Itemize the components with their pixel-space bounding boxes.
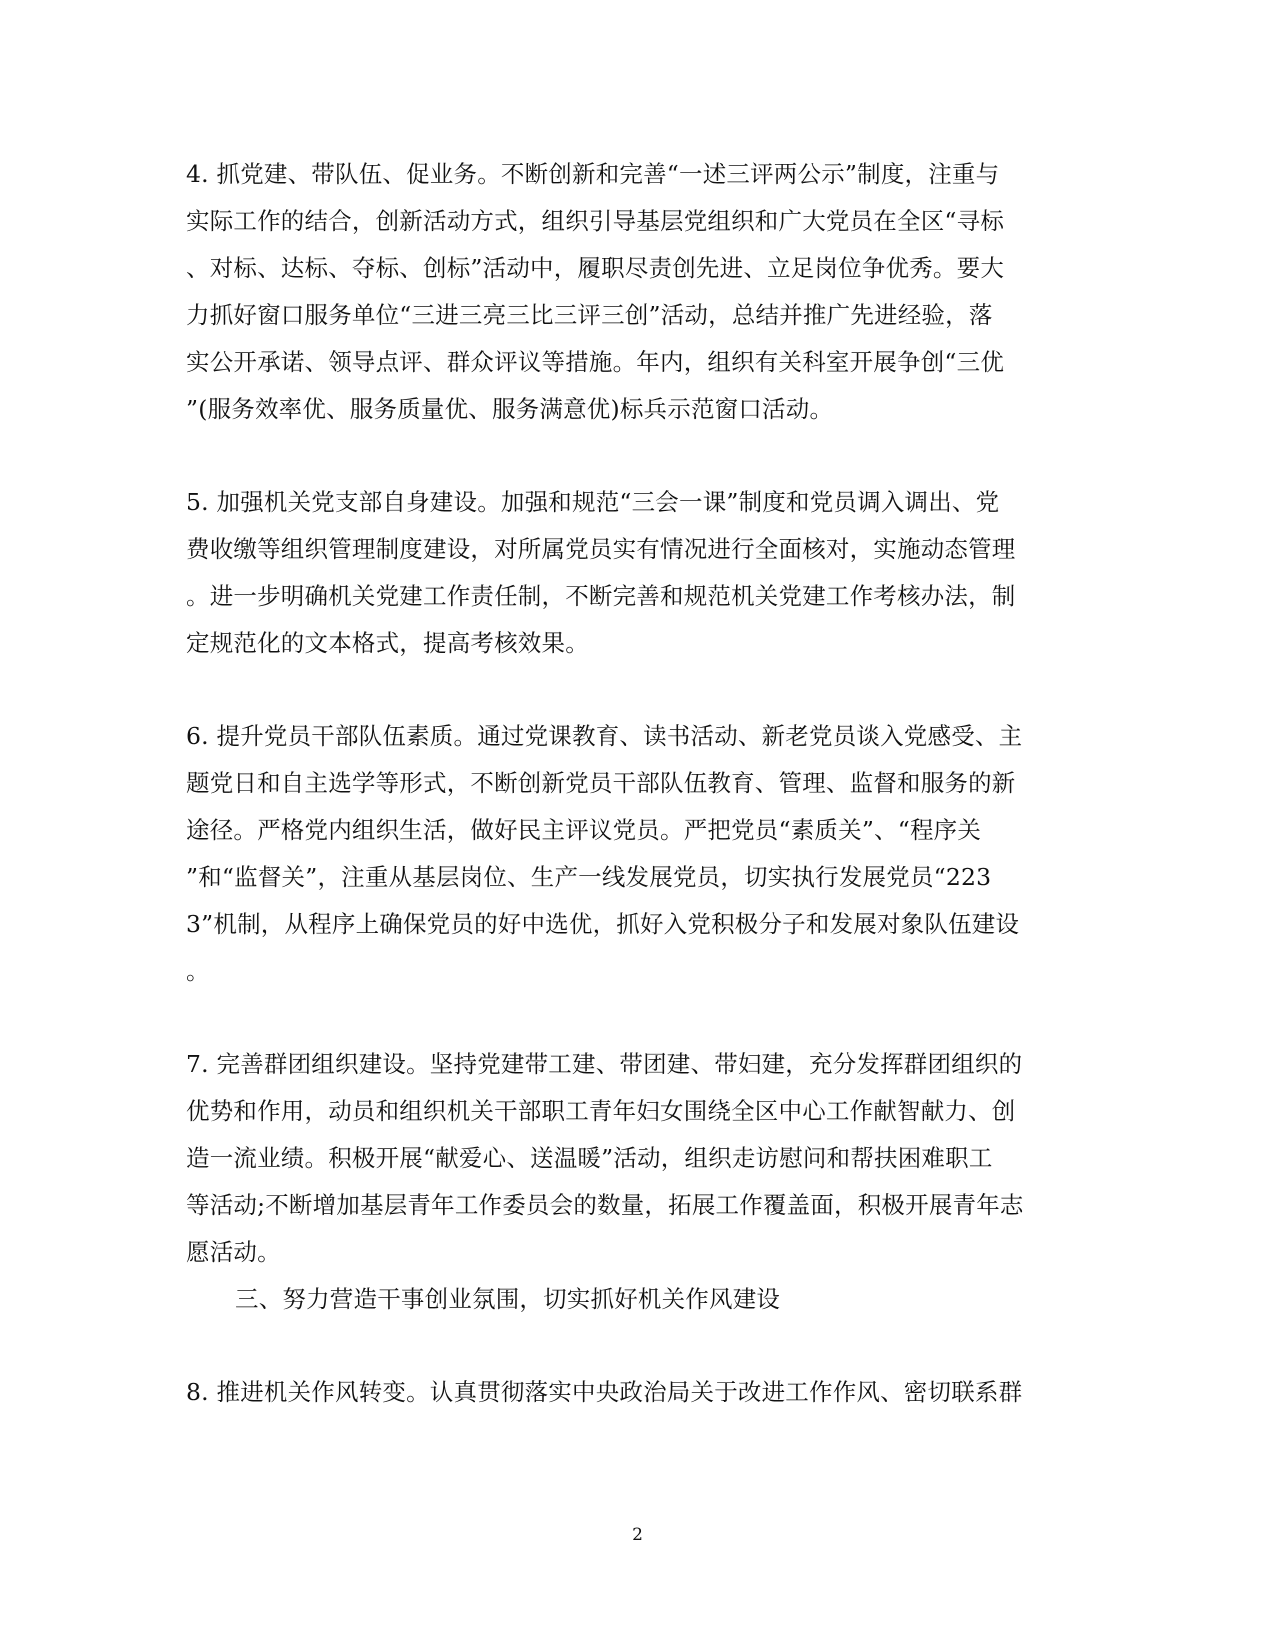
paragraph-6-line-4: ”和“监督关”，注重从基层岗位、生产一线发展党员，切实执行发展党员“223 <box>186 863 992 891</box>
paragraph-6-line-6: 。 <box>186 957 210 985</box>
section-three-heading: 三、努力营造干事创业氛围，切实抓好机关作风建设 <box>235 1285 781 1313</box>
paragraph-4-line-1: 4. 抓党建、带队伍、促业务。不断创新和完善“一述三评两公示”制度，注重与 <box>186 160 1000 188</box>
paragraph-5-line-2: 费收缴等组织管理制度建设，对所属党员实有情况进行全面核对，实施动态管理 <box>186 535 1016 563</box>
paragraph-6-line-1: 6. 提升党员干部队伍素质。通过党课教育、读书活动、新老党员谈入党感受、主 <box>186 722 1023 750</box>
paragraph-6-line-5: 3”机制，从程序上确保党员的好中选优，抓好入党积极分子和发展对象队伍建设 <box>186 910 1020 938</box>
paragraph-4-line-4: 力抓好窗口服务单位“三进三亮三比三评三创”活动，总结并推广先进经验，落 <box>186 301 993 329</box>
paragraph-5-line-4: 定规范化的文本格式，提高考核效果。 <box>186 629 589 657</box>
paragraph-7-line-3: 造一流业绩。积极开展“献爱心、送温暖”活动，组织走访慰问和帮扶困难职工 <box>186 1144 993 1172</box>
page-number: 2 <box>632 1525 643 1545</box>
paragraph-5-line-1: 5. 加强机关党支部自身建设。加强和规范“三会一课”制度和党员调入调出、党 <box>186 488 1000 516</box>
paragraph-6-line-3: 途径。严格党内组织生活，做好民主评议党员。严把党员“素质关”、“程序关 <box>186 816 982 844</box>
paragraph-4-line-2: 实际工作的结合，创新活动方式，组织引导基层党组织和广大党员在全区“寻标 <box>186 207 1005 235</box>
paragraph-6-line-2: 题党日和自主选学等形式，不断创新党员干部队伍教育、管理、监督和服务的新 <box>186 769 1016 797</box>
paragraph-7-line-4: 等活动;不断增加基层青年工作委员会的数量，拓展工作覆盖面，积极开展青年志 <box>186 1191 1024 1219</box>
paragraph-8-line-1: 8. 推进机关作风转变。认真贯彻落实中央政治局关于改进工作作风、密切联系群 <box>186 1378 1023 1406</box>
paragraph-4-line-6: ”(服务效率优、服务质量优、服务满意优)标兵示范窗口活动。 <box>186 395 834 423</box>
paragraph-4-line-3: 、对标、达标、夺标、创标”活动中，履职尽责创先进、立足岗位争优秀。要大 <box>186 254 1005 282</box>
paragraph-7-line-1: 7. 完善群团组织建设。坚持党建带工建、带团建、带妇建，充分发挥群团组织的 <box>186 1050 1023 1078</box>
paragraph-5-line-3: 。进一步明确机关党建工作责任制，不断完善和规范机关党建工作考核办法，制 <box>186 582 1016 610</box>
paragraph-4-line-5: 实公开承诺、领导点评、群众评议等措施。年内，组织有关科室开展争创“三优 <box>186 348 1005 376</box>
paragraph-7-line-2: 优势和作用，动员和组织机关干部职工青年妇女围绕全区中心工作献智献力、创 <box>186 1097 1016 1125</box>
paragraph-7-line-5: 愿活动。 <box>186 1238 281 1266</box>
